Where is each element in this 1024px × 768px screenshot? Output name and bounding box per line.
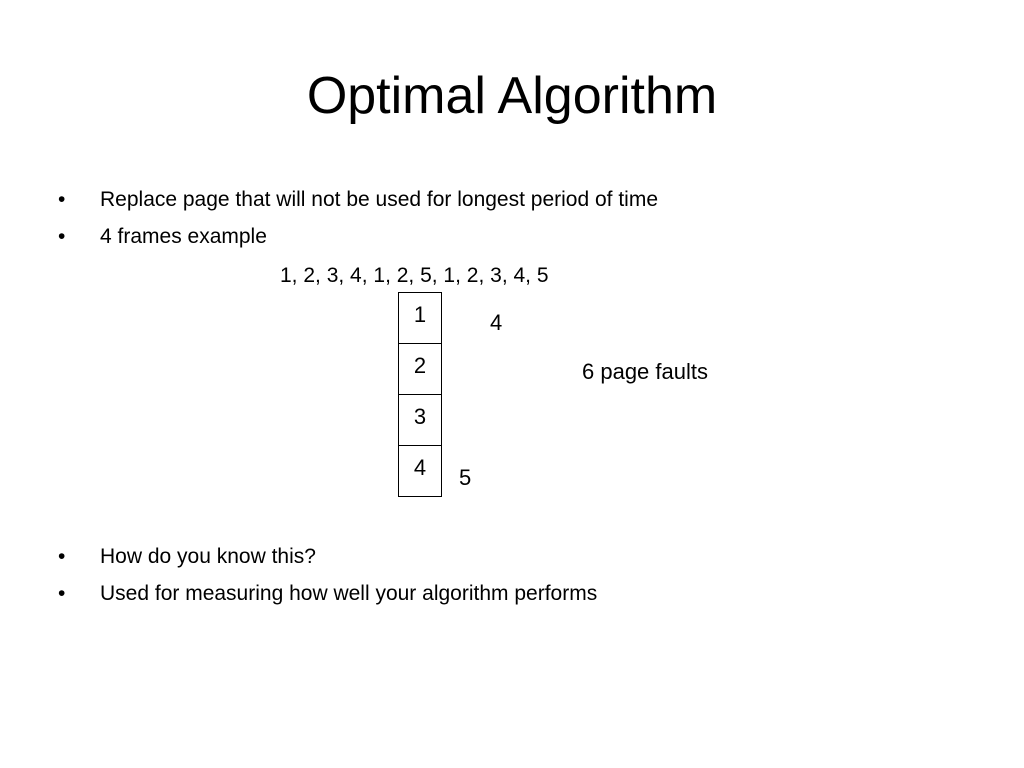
bullet-marker: • [58, 225, 66, 248]
frame-cell [399, 344, 441, 395]
bullet-item [58, 223, 658, 260]
frame-cell [399, 446, 441, 497]
frame-value: 2 [413, 353, 427, 378]
replacement-annotation-top: 4 [490, 310, 503, 335]
slide-title: Optimal Algorithm [306, 67, 718, 125]
replacement-annotation-bottom: 5 [459, 465, 472, 490]
frame-value: 1 [413, 302, 427, 327]
frame-value: 4 [413, 455, 427, 480]
bullet-text: 4 frames example [100, 225, 267, 248]
bullet-text: Replace page that will not be used for longest period of time [100, 188, 659, 211]
bullet-list-top [58, 186, 658, 260]
bullet-item [58, 580, 597, 617]
frame-cell [399, 395, 441, 446]
bullet-marker: • [58, 545, 66, 568]
frame-value: 3 [413, 404, 427, 429]
frame-table [398, 292, 442, 497]
bullet-text: How do you know this? [100, 545, 316, 568]
frame-cell [399, 293, 441, 344]
reference-string: 1, 2, 3, 4, 1, 2, 5, 1, 2, 3, 4, 5 [280, 264, 549, 287]
page-fault-count: 6 page faults [582, 359, 708, 384]
bullet-marker: • [58, 188, 66, 211]
bullet-marker: • [58, 582, 66, 605]
bullet-list-bottom [58, 543, 597, 617]
bullet-text: Used for measuring how well your algorithm performs [100, 582, 598, 605]
bullet-item [58, 186, 658, 223]
bullet-item [58, 543, 597, 580]
